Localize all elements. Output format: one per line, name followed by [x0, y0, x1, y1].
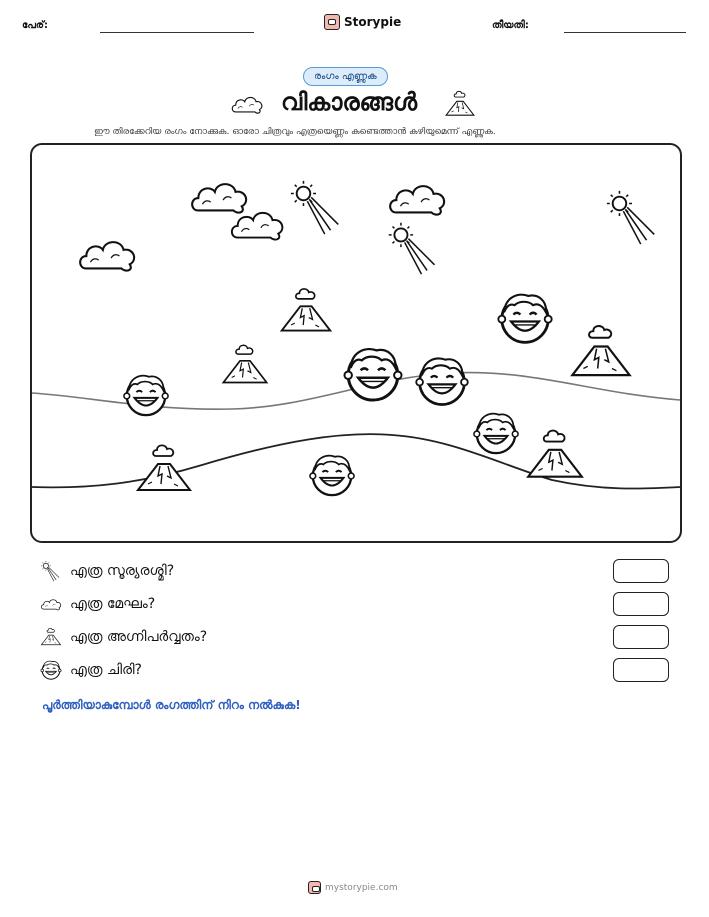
answer-box-sun-rays[interactable]	[613, 559, 669, 583]
laughing-face-icon	[474, 414, 518, 453]
cloud-icon	[40, 593, 62, 615]
question-laugh	[40, 659, 142, 681]
instructions: ഈ തിരക്കേറിയ രംഗം നോക്കുക. ഓരോ ചിത്രവും എത്രയെണ്ണം കണ്ടെത്താൻ കഴിയുമെന്ന് എണ്ണുക.	[94, 127, 496, 137]
question-text: എത്ര ചിരി?	[70, 662, 142, 678]
question-text: എത്ര അഗ്നിപർവ്വതം?	[70, 629, 208, 645]
brand-logo	[324, 14, 401, 30]
sun-rays-icon	[291, 181, 338, 234]
laughing-face-icon	[344, 349, 401, 400]
date-label: തീയതി:	[492, 20, 529, 31]
storypie-logo-icon	[324, 14, 340, 30]
sun-rays-icon	[40, 560, 62, 582]
cloud-icon	[230, 92, 264, 116]
cloud-icon	[390, 186, 444, 215]
volcano-icon	[572, 326, 629, 375]
answer-box-volcano[interactable]	[613, 625, 669, 649]
laughing-face-icon	[310, 456, 354, 495]
laughing-face-icon	[40, 659, 62, 681]
volcano-icon	[528, 431, 582, 477]
activity-badge: രംഗം എണ്ണുക	[303, 67, 388, 86]
front-hill	[32, 434, 680, 488]
volcano-icon	[138, 445, 190, 490]
name-line[interactable]	[100, 32, 254, 33]
scene-drawing	[32, 145, 680, 541]
question-volcano	[40, 626, 207, 648]
volcano-icon	[40, 626, 62, 648]
name-label: പേര്:	[22, 20, 48, 31]
storypie-logo-icon	[308, 881, 321, 894]
color-instruction: പൂർത്തിയാകുമ്പോൾ രംഗത്തിന് നിറം നൽകുക!	[42, 698, 301, 712]
site-url: mystorypie.com	[325, 882, 398, 893]
site-footer	[308, 881, 398, 894]
volcano-icon	[223, 345, 266, 382]
laughing-face-icon	[498, 295, 551, 343]
volcano-icon	[444, 90, 476, 118]
question-cloud	[40, 593, 155, 615]
page-title: വികാരങ്ങൾ	[281, 88, 418, 116]
counting-scene	[30, 143, 682, 543]
cloud-icon	[80, 242, 134, 271]
date-line[interactable]	[564, 32, 686, 33]
answer-box-laugh[interactable]	[613, 658, 669, 682]
question-text: എത്ര സൂര്യരശ്മി?	[70, 563, 175, 579]
answer-box-cloud[interactable]	[613, 592, 669, 616]
brand-name: Storypie	[344, 15, 402, 29]
question-text: എത്ര മേഘം?	[70, 596, 156, 612]
question-sun-rays	[40, 560, 174, 582]
cloud-icon	[232, 213, 283, 240]
volcano-icon	[282, 289, 331, 331]
sun-rays-icon	[607, 191, 654, 244]
laughing-face-icon	[416, 359, 468, 405]
sun-rays-icon	[389, 223, 435, 274]
cloud-icon	[192, 184, 246, 213]
laughing-face-icon	[124, 376, 168, 415]
